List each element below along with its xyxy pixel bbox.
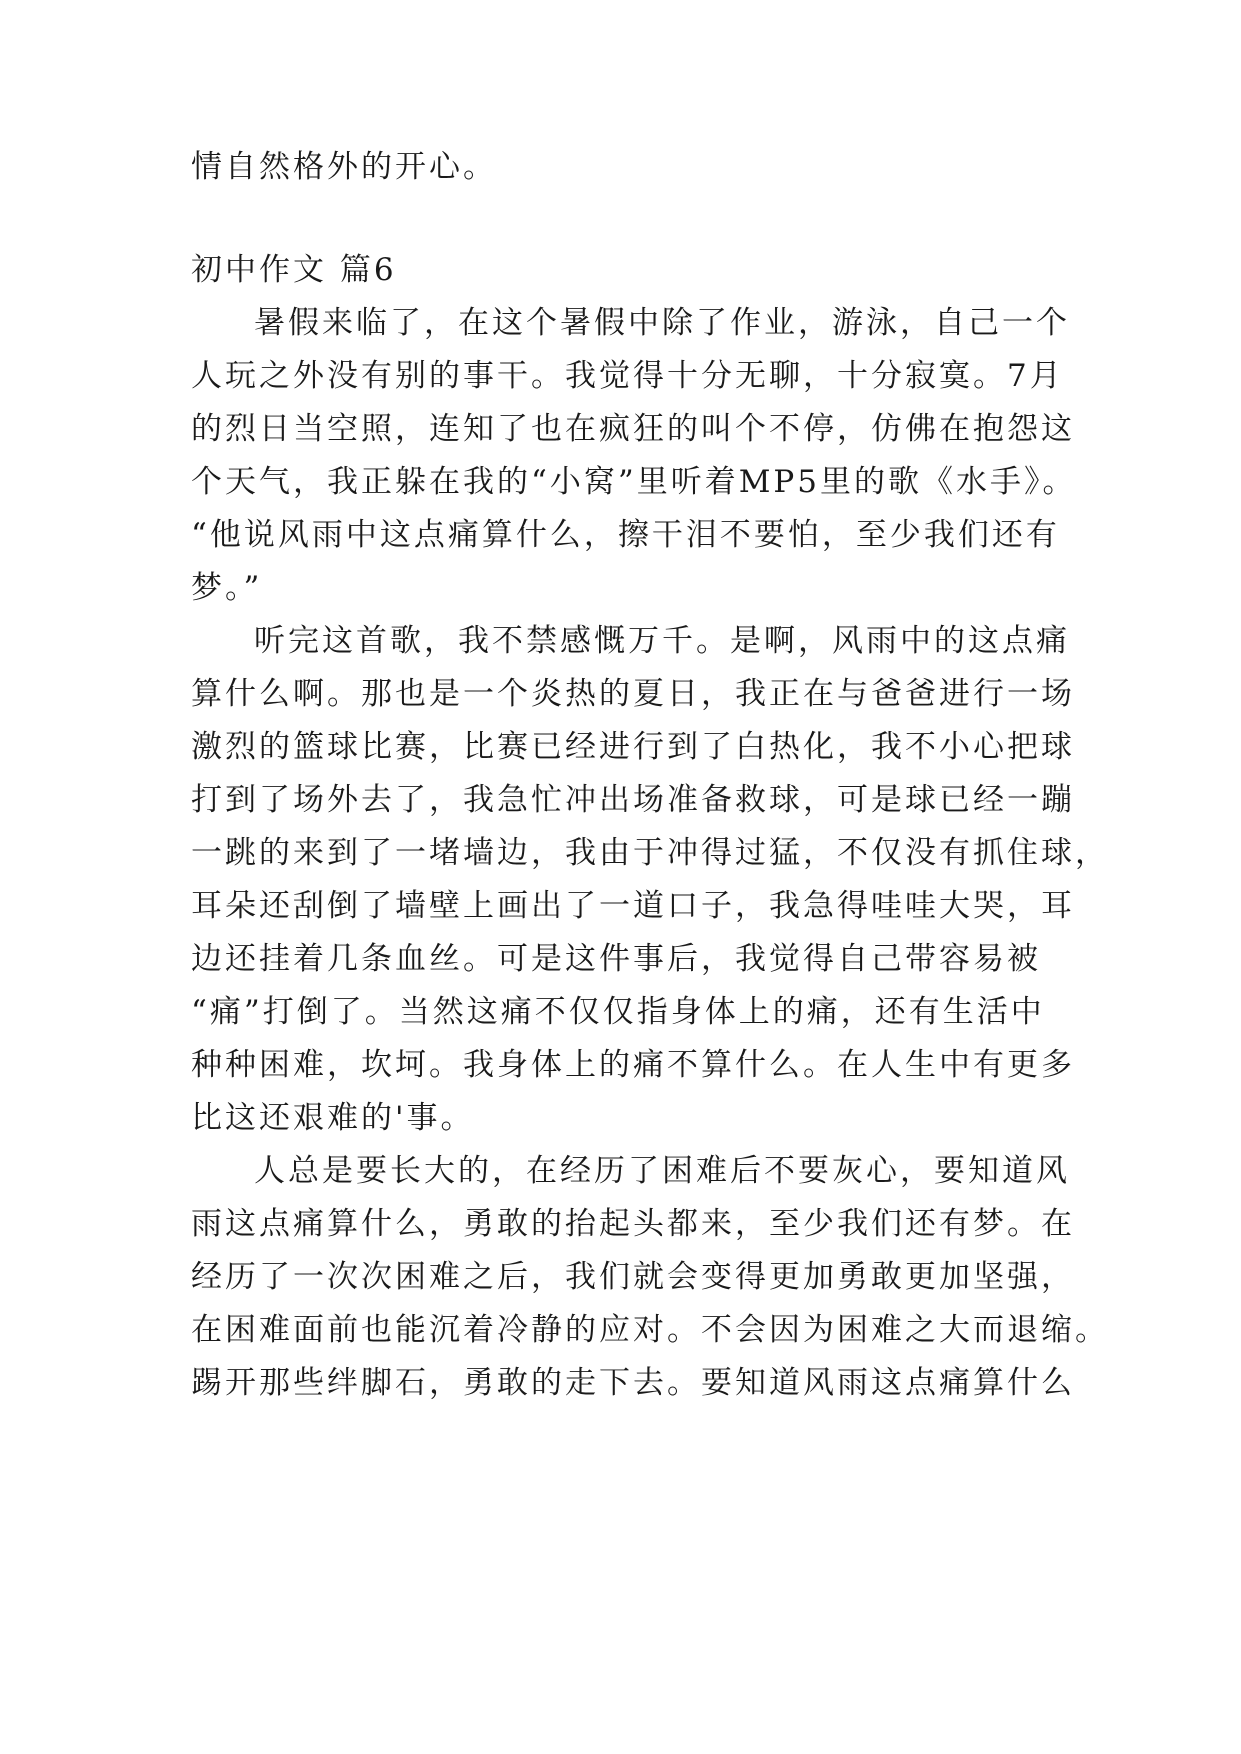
paragraph-line: 边还挂着几条血丝。可是这件事后，我觉得自己带容易被	[191, 941, 1041, 977]
paragraph-line: 耳朵还刮倒了墙壁上画出了一道口子，我急得哇哇大哭，耳	[191, 888, 1075, 924]
paragraph-line: 算什么啊。那也是一个炎热的夏日，我正在与爸爸进行一场	[191, 676, 1075, 712]
paragraph-line: 比这还艰难的'事。	[191, 1100, 475, 1136]
paragraph-line: 种种困难，坎坷。我身体上的痛不算什么。在人生中有更多	[191, 1047, 1075, 1083]
paragraph-line: 梦。”	[191, 570, 263, 606]
paragraph-line: 个天气，我正躲在我的“小窝”里听着MP5里的歌《水手》。	[191, 464, 1077, 500]
paragraph-line: 在困难面前也能沉着冷静的应对。不会因为困难之大而退缩。	[191, 1312, 1109, 1348]
paragraph-line: “他说风雨中这点痛算什么，擦干泪不要怕，至少我们还有	[191, 517, 1060, 553]
paragraph-line: 雨这点痛算什么，勇敢的抬起头都来，至少我们还有梦。在	[191, 1206, 1075, 1242]
paragraph-line: 经历了一次次困难之后，我们就会变得更加勇敢更加坚强，	[191, 1259, 1075, 1295]
paragraph-line: 听完这首歌，我不禁感慨万千。是啊，风雨中的这点痛	[254, 623, 1070, 659]
paragraph-line: 打到了场外去了，我急忙冲出场准备救球，可是球已经一蹦	[191, 782, 1075, 818]
paragraph-line: 暑假来临了，在这个暑假中除了作业，游泳，自己一个	[254, 305, 1070, 341]
paragraph-line: 人玩之外没有别的事干。我觉得十分无聊，十分寂寞。7月	[191, 358, 1064, 394]
paragraph-line: 的烈日当空照，连知了也在疯狂的叫个不停，仿佛在抱怨这	[191, 411, 1075, 447]
paragraph-line: 一跳的来到了一堵墙边，我由于冲得过猛，不仅没有抓住球，	[191, 835, 1109, 871]
paragraph-line: “痛”打倒了。当然这痛不仅仅指身体上的痛，还有生活中	[191, 994, 1045, 1030]
section-title: 初中作文 篇6	[191, 252, 397, 288]
paragraph-line: 人总是要长大的，在经历了困难后不要灰心，要知道风	[254, 1153, 1070, 1189]
intro-tail-line: 情自然格外的开心。	[191, 149, 497, 185]
paragraph-line: 激烈的篮球比赛，比赛已经进行到了白热化，我不小心把球	[191, 729, 1075, 765]
paragraph-line: 踢开那些绊脚石，勇敢的走下去。要知道风雨这点痛算什么	[191, 1365, 1075, 1401]
